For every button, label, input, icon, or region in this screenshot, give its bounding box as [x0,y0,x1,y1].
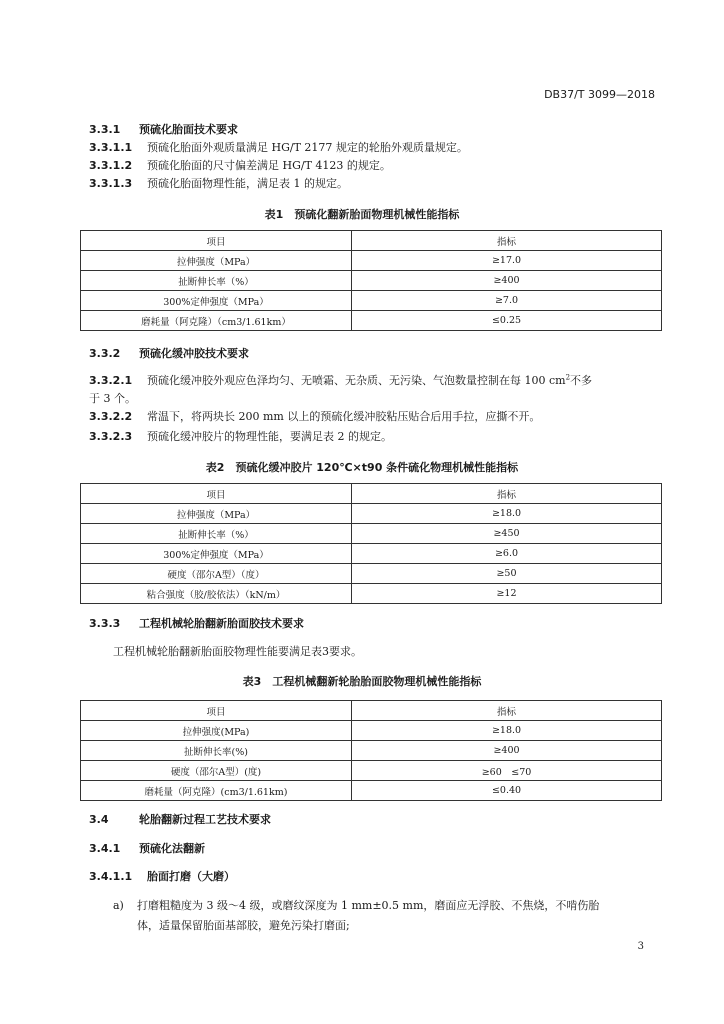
table-cell: ≥12 [352,584,662,604]
column-header: 项目 [81,231,352,251]
table-row [81,251,662,271]
section-3-3-2-heading [89,345,249,361]
table-cell: ≥18.0 [352,504,662,524]
table3 [80,700,662,801]
section-3-3-1-heading [89,121,238,137]
table-cell: ≤0.25 [352,311,662,331]
table-cell: 磨耗量（阿克隆）(cm3/1.61km) [81,781,352,801]
section-title: 预硫化胎面技术要求 [139,123,238,136]
table-row [81,781,662,801]
table-header-row [81,484,662,504]
table-cell: ≥400 [352,741,662,761]
table-cell: 300%定伸强度（MPa） [81,291,352,311]
clause-number: 3.3.1.2 [89,159,133,172]
clause-text: 预硫化胎面的尺寸偏差满足 HG/T 4123 的规定。 [147,159,391,172]
section-3-4-heading [89,811,271,827]
table-header-row [81,701,662,721]
column-header: 指标 [352,701,662,721]
table-cell: 粘合强度（胶/胶依法）（kN/m） [81,584,352,604]
list-item-text: 打磨粗糙度为 3 级～4 级，或磨纹深度为 1 mm±0.5 mm，磨面应无浮胶、不焦烧，不啃伤胎 [137,899,600,912]
table-cell: ≥450 [352,524,662,544]
table-row [81,524,662,544]
clause-3-3-1-1 [89,139,468,155]
list-item-a-continued: 体，适量保留胎面基部胶，避免污染打磨面; [137,919,350,932]
clause-3-3-1-2 [89,157,391,173]
section-3-3-3-body: 工程机械轮胎翻新胎面胶物理性能要满足表3要求。 [113,645,362,658]
table-cell: ≤0.40 [352,781,662,801]
clause-3-3-2-2 [89,408,540,424]
section-number: 3.4 [89,813,109,826]
clause-text: 预硫化胎面外观质量满足 HG/T 2177 规定的轮胎外观质量规定。 [147,141,468,154]
table-row [81,741,662,761]
table-cell: 磨耗量（阿克隆）（cm3/1.61km） [81,311,352,331]
table2-caption: 表2 预硫化缓冲胶片 120℃×t90 条件硫化物理机械性能指标 [205,461,519,474]
section-number: 3.4.1.1 [89,870,133,883]
clause-number: 3.3.2.3 [89,430,133,443]
section-3-4-1-heading [89,840,205,856]
table-cell: 拉伸强度（MPa） [81,251,352,271]
table-cell: ≥18.0 [352,721,662,741]
table-header-row [81,231,662,251]
section-number: 3.3.3 [89,617,121,630]
clause-number: 3.3.2.2 [89,410,133,423]
clause-3-3-2-1-continued: 于 3 个。 [89,392,136,405]
table1-caption: 表1 预硫化翻新胎面物理机械性能指标 [264,208,460,221]
section-3-4-1-1-heading [89,868,235,884]
column-header: 项目 [81,701,352,721]
table-cell: 拉伸强度（MPa） [81,504,352,524]
clause-text: 预硫化缓冲胶片的物理性能，要满足表 2 的规定。 [147,430,392,443]
clause-3-3-2-1 [89,372,592,388]
table-cell: 扯断伸长率（%） [81,524,352,544]
table-row [81,584,662,604]
column-header: 指标 [352,231,662,251]
section-title: 预硫化缓冲胶技术要求 [139,347,249,360]
clause-text-tail: 不多 [570,374,593,387]
table-row [81,564,662,584]
section-number: 3.3.2 [89,347,121,360]
column-header: 指标 [352,484,662,504]
table-cell: 硬度（邵尔A型）(度) [81,761,352,781]
table-row [81,504,662,524]
table-cell: 拉伸强度(MPa) [81,721,352,741]
table-cell: ≥7.0 [352,291,662,311]
table-row [81,544,662,564]
section-number: 3.4.1 [89,842,121,855]
table-row [81,761,662,781]
table-cell: ≥400 [352,271,662,291]
page-number: 3 [637,941,644,952]
table-cell: ≥60 ≤70 [352,761,662,781]
section-title: 预硫化法翻新 [139,842,205,855]
table2 [80,483,662,604]
clause-number: 3.3.1.3 [89,177,133,190]
standard-number: DB37/T 3099—2018 [544,88,655,101]
section-number: 3.3.1 [89,123,121,136]
table-cell: ≥17.0 [352,251,662,271]
clause-number: 3.3.1.1 [89,141,133,154]
table-cell: 300%定伸强度（MPa） [81,544,352,564]
section-title: 工程机械轮胎翻新胎面胶技术要求 [139,617,304,630]
superscript: 2 [565,373,571,382]
table-cell: 扯断伸长率(%) [81,741,352,761]
table-cell: 硬度（邵尔A型）（度） [81,564,352,584]
clause-number: 3.3.2.1 [89,374,133,387]
table1 [80,230,662,331]
section-title: 胎面打磨（大磨） [147,870,235,883]
table-row [81,311,662,331]
list-item-label: a) [113,899,124,912]
table-row [81,291,662,311]
clause-text: 常温下，将两块长 200 mm 以上的预硫化缓冲胶粘压贴合后用手拉，应撕不开。 [147,410,541,423]
section-title: 轮胎翻新过程工艺技术要求 [139,813,271,826]
section-3-3-3-heading [89,615,304,631]
table-cell: ≥50 [352,564,662,584]
clause-3-3-1-3 [89,175,348,191]
table3-caption: 表3 工程机械翻新轮胎胎面胶物理机械性能指标 [242,675,482,688]
column-header: 项目 [81,484,352,504]
list-item-a [113,897,599,913]
table-row [81,721,662,741]
clause-text: 预硫化缓冲胶外观应色泽均匀、无喷霜、无杂质、无污染、气泡数量控制在每 100 cm [147,374,566,387]
table-cell: 扯断伸长率（%） [81,271,352,291]
clause-text: 预硫化胎面物理性能，满足表 1 的规定。 [147,177,348,190]
clause-3-3-2-3 [89,428,392,444]
table-row [81,271,662,291]
table-cell: ≥6.0 [352,544,662,564]
